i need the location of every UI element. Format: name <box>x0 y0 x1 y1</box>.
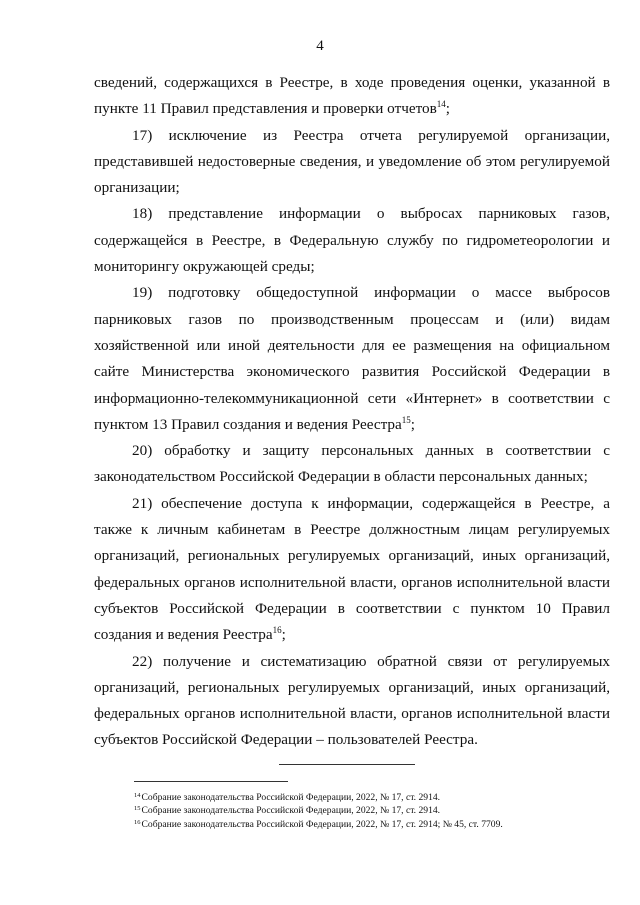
paragraph-item-18: 18) представление информации о выбросах парниковых газов, содержащейся в Реестре, в Федеральную службу по гидрометеорологии и мониторингу окружающей среды; <box>94 205 610 276</box>
paragraph-continuation <box>94 70 610 123</box>
footnote-mark: 14 <box>134 792 141 799</box>
footnote-divider <box>134 781 288 782</box>
paragraph-tail: ; <box>410 415 415 433</box>
footnote-ref-14: 14 <box>436 99 446 110</box>
document-body <box>94 70 610 754</box>
footnote-text: Собрание законодательства Российской Федерации, 2022, № 17, ст. 2914; № 45, ст. 7709. <box>141 818 503 830</box>
paragraph-text: 21) обеспечение доступа к информации, содержащейся в Реестре, а также к личным кабинетам в Реестре должностным лицам регулируемых организаций, региональных регулируемых организаций, иных организаций, федеральных органов исполнительной власти, органов исполнительной власти субъектов Российской Федерации в соответствии с пунктом 10 Правил создания и ведения Реестра <box>94 494 610 644</box>
footnote-16 <box>134 818 594 831</box>
footnote-text: Собрание законодательства Российской Федерации, 2022, № 17, ст. 2914. <box>141 805 441 817</box>
page-number: 4 <box>316 38 324 54</box>
paragraph-tail: ; <box>281 626 286 644</box>
footnotes <box>134 791 594 831</box>
paragraph-item-20: 20) обработку и защиту персональных данных в соответствии с законодательством Российской Федерации в области персональных данных; <box>94 442 610 486</box>
paragraph-item-17: 17) исключение из Реестра отчета регулируемой организации, представившей недостоверные сведения, и уведомление об этом регулируемой организации; <box>94 126 610 197</box>
paragraph-item-21 <box>94 491 610 649</box>
footnote-mark: 16 <box>134 818 141 826</box>
footnote-mark: 15 <box>134 805 141 813</box>
paragraph-text: сведений, содержащихся в Реестре, в ходе проведения оценки, указанной в пункте 11 Правил представления и проверки отчетов <box>94 74 610 118</box>
paragraph-text: 19) подготовку общедоступной информации о массе выбросов парниковых газов по производственным процессам и (или) видам хозяйственной или иной деятельности для ее размещения на официальном сайте Министерства экономического развития Российской Федерации в информационно-телекоммуникационной сети «Интернет» в соответствии с пунктом 13 Правил создания и ведения Реестра <box>94 284 610 433</box>
footnote-15 <box>134 804 594 817</box>
footnote-ref-15: 15 <box>401 414 411 425</box>
end-of-text-divider <box>279 764 415 765</box>
paragraph-item-22: 22) получение и систематизацию обратной связи от регулируемых организаций, региональных регулируемых организаций, иных организаций, федеральных органов исполнительной власти, органов исполнительной власти субъектов Российской Федерации – пользователей Реестра. <box>94 652 610 749</box>
footnote-14 <box>134 791 594 804</box>
footnote-ref-16: 16 <box>272 625 282 636</box>
footnote-text: Собрание законодательства Российской Федерации, 2022, № 17, ст. 2914. <box>141 792 441 803</box>
paragraph-tail: ; <box>445 100 451 118</box>
paragraph-item-19 <box>94 280 610 438</box>
